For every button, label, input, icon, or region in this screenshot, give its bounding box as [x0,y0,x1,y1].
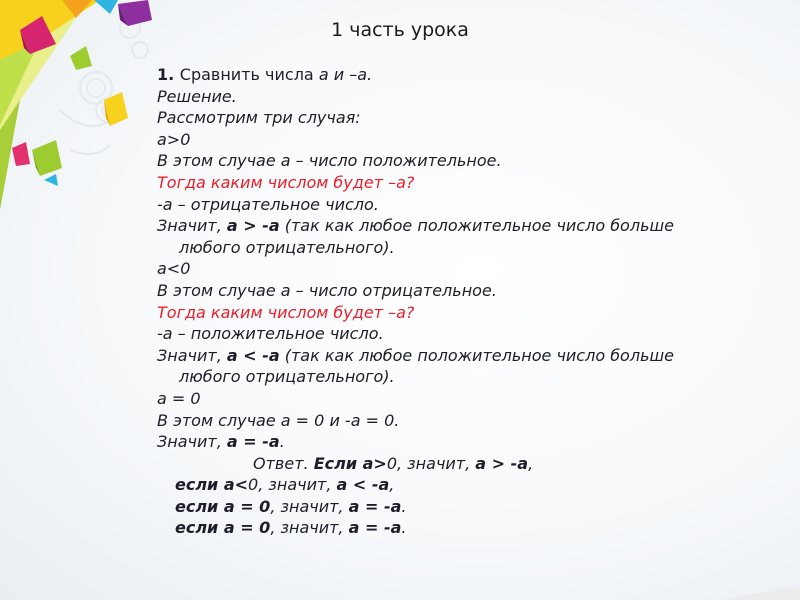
answer-case-4 [157,517,777,539]
answer-connector: , значит, [270,518,349,538]
problem-text: Сравнить числа [179,65,319,84]
slide-title: 1 часть урока [331,19,469,41]
bottom-right-strip-shape [720,585,800,600]
problem-line [157,64,777,86]
case-positive-answer: -а – отрицательное число. [157,194,379,214]
conclusion-reason: (так как любое положительное число больше [279,345,674,365]
answer-condition: если а = 0 [175,496,271,516]
conclusion-relation: а = -а [226,432,280,452]
problem-number: 1. [157,65,180,84]
answer-relation: а = -а [348,496,402,516]
conclusion-relation: а > -а [226,216,280,236]
conclusion-reason: (так как любое положительное число больше [279,216,674,236]
answer-relation: а = -а [348,518,402,538]
case-negative-conclusion [157,345,777,367]
conclusion-prefix: Значит, [157,432,227,452]
conclusion-relation: а < -а [226,345,280,365]
conclusion-prefix: Значит, [157,216,227,236]
cases-intro: Рассмотрим три случая: [157,108,361,128]
conclusion-prefix: Значит, [157,345,227,365]
small-green-paper-shape [70,46,92,70]
case-positive-label: a>0 [157,129,191,149]
answer-line [157,453,777,475]
case-negative-question: Тогда каким числом будет –а? [157,302,415,322]
case-negative-label: a<0 [157,259,191,279]
answer-condition: Если а> [313,453,387,473]
case-positive-conclusion [157,215,777,237]
answer-punct: , [389,475,395,495]
case-positive-conclusion-cont: любого отрицательного). [179,237,395,257]
answer-condition: если а = 0 [175,518,271,538]
cyan-small-shape [44,174,58,186]
case-positive-question: Тогда каким числом будет –а? [157,172,415,192]
case-negative-conclusion-cont: любого отрицательного). [179,367,395,387]
case-negative-statement: В этом случае а – число отрицательное. [157,280,497,300]
answer-relation: а > -а [475,453,529,473]
lesson-content [157,64,777,539]
solution-heading: Решение. [157,86,237,106]
conclusion-end: . [279,432,285,452]
answer-punct: . [401,496,407,516]
case-zero-label: a = 0 [157,388,201,408]
problem-vars: а и –а. [318,65,373,84]
case-zero-statement: В этом случае а = 0 и -а = 0. [157,410,400,430]
answer-relation: а < -а [336,475,390,495]
case-zero-conclusion [157,431,777,453]
answer-case-3 [157,496,777,518]
answer-punct: , [528,453,534,473]
cyan-paper-shape [94,0,118,14]
answer-label: Ответ. [253,453,314,473]
answer-condition: если а< [175,475,249,495]
answer-connector: 0, значит, [386,453,476,473]
pink-paper-shape [12,142,30,166]
answer-punct: . [401,518,407,538]
answer-connector: , значит, [270,496,349,516]
case-negative-answer: -а – положительное число. [157,324,384,344]
answer-connector: 0, значит, [248,475,337,495]
green-diamond-shape [32,140,62,176]
case-positive-statement: В этом случае а – число положительное. [157,151,502,171]
answer-case-2 [157,474,777,496]
